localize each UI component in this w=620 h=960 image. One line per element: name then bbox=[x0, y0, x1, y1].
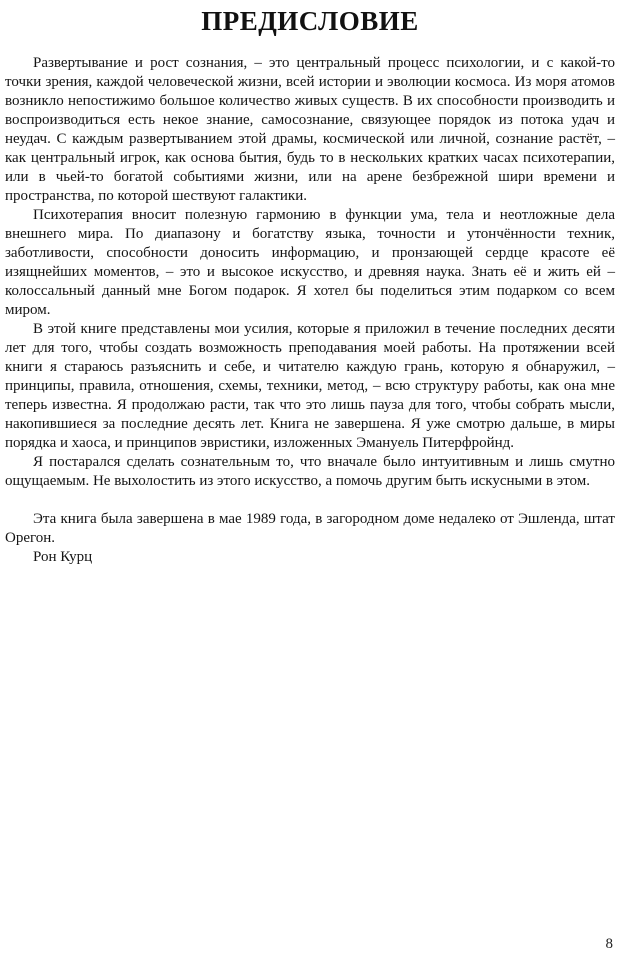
paragraph-completion-note: Эта книга была завершена в мае 1989 года, в загородном доме недалеко от Эшленда, штат Орегон. bbox=[5, 511, 615, 546]
paragraph: Психотерапия вносит полезную гармонию в функции ума, тела и неотложные дела внешнего мира. По диапазону и богатству языка, точности и утончённости техник, заботливости, способности доносить информацию, и пронзающей сердце красоте её изящнейших моментов, – это и высокое искусство, и древняя наука. Знать её и жить ей – колоссальный данный мне Богом подарок. Я хотел бы поделиться этим подарком со всем миром. bbox=[5, 207, 615, 318]
document-body bbox=[5, 54, 615, 567]
author-signature: Рон Курц bbox=[33, 549, 93, 565]
paragraph: Развертывание и рост сознания, – это центральный процесс психологии, и с какой-то точки зрения, каждой человеческой жизни, всей истории и эволюции космоса. Из моря атомов возникло непостижимо большое количество живых существ. В их способности производить и воспроизводиться есть некое знание, самосознание, связующее порядок из потока удач и неудач. С каждым развертыванием этой драмы, космической или личной, сознание растёт, – как центральный игрок, как основа бытия, будь то в нескольких кратких часах психотерапии, или в чьей-то богатой событиями жизни, или на арене безбрежной шири времени и пространства, по которой шествуют галактики. bbox=[5, 55, 615, 204]
page-number: 8 bbox=[605, 936, 613, 952]
paragraph: В этой книге представлены мои усилия, которые я приложил в течение последних десяти лет для того, чтобы создать возможность преподавания моей работы. На протяжении всей книги я стараюсь разъяснить и себе, и читателю каждую грань, которую я обнаружил, – принципы, правила, отношения, схемы, техники, метод, – всю структуру работы, как она мне теперь известна. Я продолжаю расти, так что это лишь пауза для того, чтобы собрать мысли, накопившиеся за последние десять лет. Книга не завершена. Я уже смотрю дальше, в миры порядка и хаоса, и принципов эвристики, изложенных Эмануель Питерфройнд. bbox=[5, 321, 615, 451]
page-title: ПРЕДИСЛОВИЕ bbox=[201, 6, 419, 36]
paragraph: Я постарался сделать сознательным то, что вначале было интуитивным и лишь смутно ощущаемым. Не выхолостить из этого искусство, а помочь другим быть искусными в этом. bbox=[5, 454, 615, 489]
